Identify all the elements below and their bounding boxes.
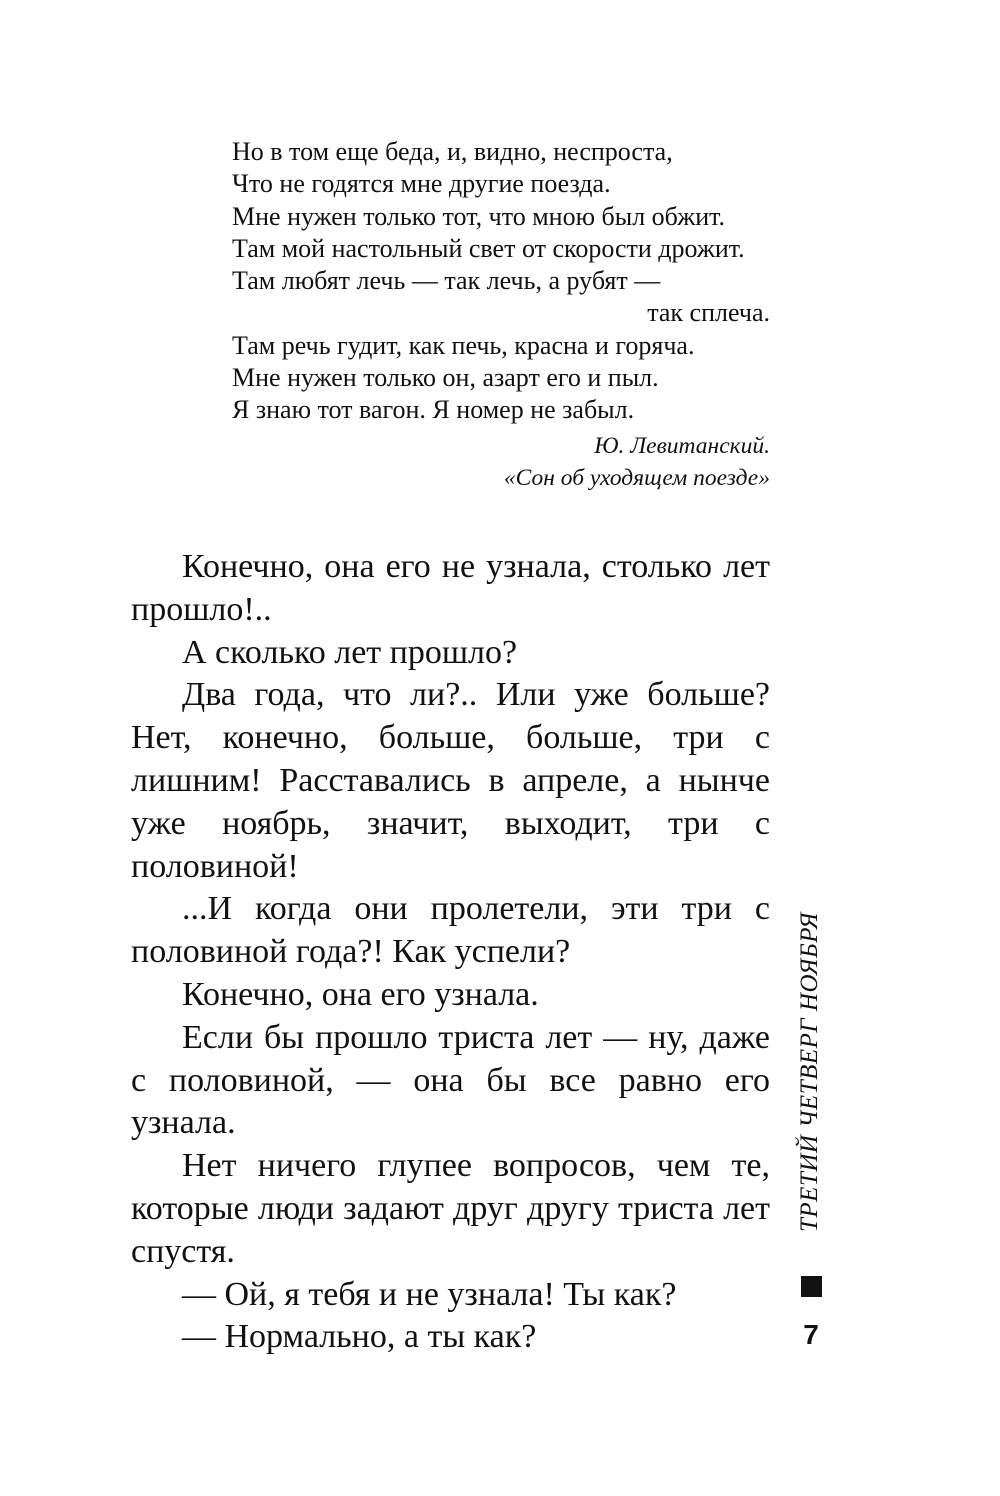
epigraph-verse-continuation: так сплеча.: [647, 298, 770, 328]
body-text: [131, 546, 770, 1359]
paragraph: ...И когда они пролетели, эти три с половиной года?! Как успели?: [131, 890, 770, 971]
paragraph: А сколько лет прошло?: [182, 633, 518, 671]
black-square-icon: [801, 1276, 822, 1297]
epigraph-verse: Что не годятся мне другие поезда.: [232, 169, 611, 199]
epigraph-verse: Мне нужен только он, азарт его и пыл.: [232, 363, 659, 393]
epigraph-verse: Мне нужен только тот, что мною был обжит.: [232, 201, 726, 231]
epigraph-author: Ю. Левитанский.: [594, 432, 770, 459]
paragraph: — Ой, я тебя и не узнала! Ты как?: [182, 1275, 677, 1313]
running-head-title: ТРЕТИЙ ЧЕТВЕРГ НОЯБРЯ: [796, 912, 823, 1232]
paragraph: Конечно, она его узнала.: [182, 975, 539, 1013]
running-head: [780, 900, 840, 1260]
epigraph: [232, 136, 770, 494]
epigraph-source: «Сон об уходящем поезде»: [503, 464, 770, 491]
paragraph: Если бы прошло триста лет — ну, даже с половиной, — она бы все равно его узнала.: [131, 1018, 770, 1142]
paragraph: Два года, что ли?.. Или уже больше? Нет, конечно, больше, больше, три с лишним! Расставались в апреле, а нынче уже ноябрь, значит, выходит, три с половиной!: [131, 676, 770, 885]
paragraph: Конечно, она его не узнала, столько лет прошло!..: [131, 548, 770, 628]
epigraph-verse: Я знаю тот вагон. Я номер не забыл.: [232, 395, 635, 425]
paragraph: — Нормально, а ты как?: [182, 1318, 537, 1356]
epigraph-verse: Там любят лечь — так лечь, а рубят —: [232, 266, 661, 296]
epigraph-verse: Там речь гудит, как печь, красна и горяча.: [232, 330, 695, 360]
epigraph-verse: Но в том еще беда, и, видно, неспроста,: [232, 137, 673, 166]
epigraph-verse: Там мой настольный свет от скорости дрожит.: [232, 233, 745, 263]
epigraph-attribution: [232, 430, 770, 494]
page-number: 7: [803, 1319, 819, 1350]
paragraph: Нет ничего глупее вопросов, чем те, которые люди задают друг другу триста лет спустя.: [131, 1147, 770, 1270]
